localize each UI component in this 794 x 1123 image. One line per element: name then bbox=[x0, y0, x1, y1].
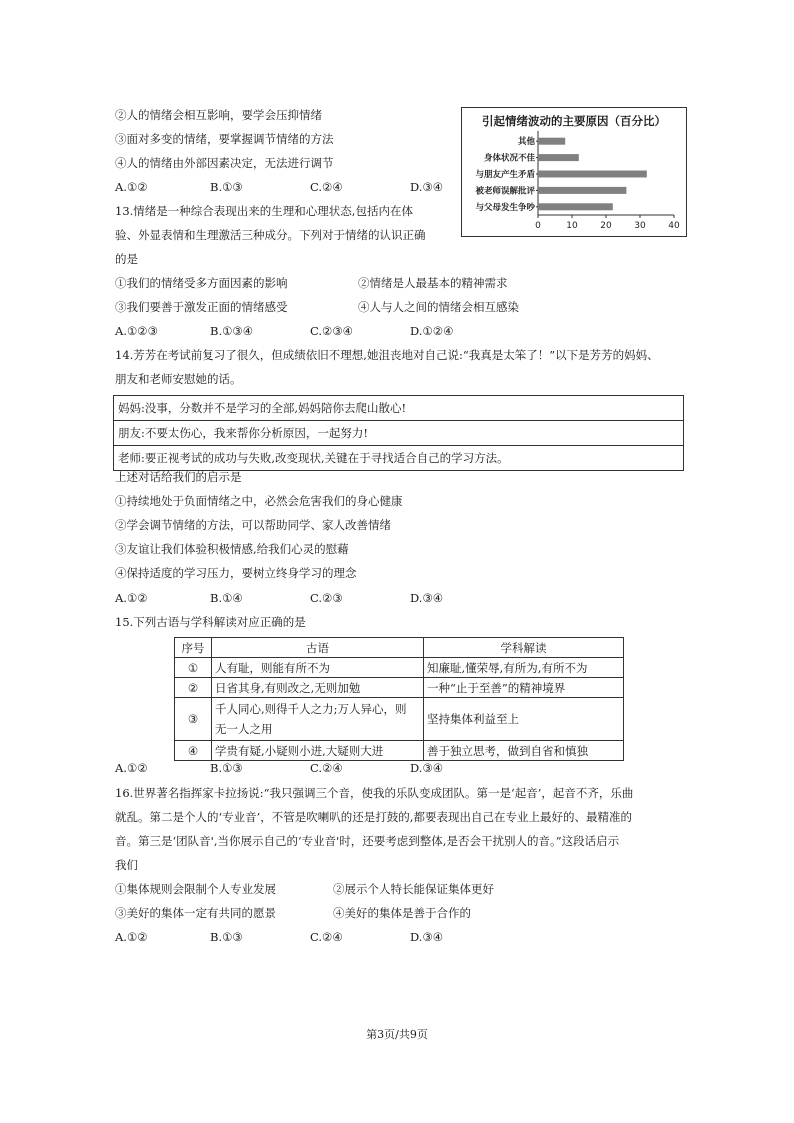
choice-c: C.②④ bbox=[310, 930, 343, 944]
q14-dialog-table bbox=[113, 395, 684, 471]
dialog-row-mom bbox=[114, 396, 684, 421]
header-interpretation: 学科解读 bbox=[424, 638, 624, 658]
q13-item-4: ④人与人之间的情绪会相互感染 bbox=[358, 300, 519, 314]
q12-option-2: ②人的情绪会相互影响，要学会压抑情绪 bbox=[115, 108, 322, 122]
choice-c: C.②④ bbox=[310, 180, 343, 194]
dialog-mom: 妈妈:没事，分数并不是学习的全部,妈妈陪你去爬山散心! bbox=[114, 396, 684, 421]
q14-item-1: ①持续地处于负面情绪之中，必然会危害我们的身心健康 bbox=[115, 494, 403, 508]
choice-b: B.①③ bbox=[210, 761, 243, 775]
choice-a: A.①②③ bbox=[115, 324, 158, 338]
bar bbox=[538, 203, 613, 210]
choice-a: A.①② bbox=[115, 180, 148, 194]
x-tick-label: 40 bbox=[668, 221, 680, 231]
category-label: 其他 bbox=[517, 137, 535, 148]
q16-stem-line-4: 我们 bbox=[115, 858, 138, 872]
choice-b: B.①③④ bbox=[210, 324, 254, 338]
category-label: 与父母发生争吵 bbox=[475, 202, 535, 213]
header-no: 序号 bbox=[175, 638, 212, 658]
choice-c: C.②④ bbox=[310, 761, 343, 775]
q12-option-3: ③面对多变的情绪，要掌握调节情绪的方法 bbox=[115, 132, 334, 146]
q14-item-3: ③友谊让我们体验积极情感,给我们心灵的慰藉 bbox=[115, 542, 349, 556]
q16-stem-line-1: 16.世界著名指挥家卡拉扬说:“我只强调三个音，使我的乐队变成团队。第一是‘起音’，起音不齐，乐曲 bbox=[115, 786, 634, 800]
q16-stem-line-2: 就乱。第二是个人的‘专业音’，不管是吹喇叭的还是打鼓的,都要表现出自己在专业上最好的、最精准的 bbox=[115, 810, 632, 824]
q13-stem-line-3: 的是 bbox=[115, 252, 138, 266]
bar bbox=[538, 187, 626, 194]
row-quote bbox=[212, 698, 424, 741]
row-no: ④ bbox=[175, 741, 212, 761]
dialog-teacher: 老师:要正视考试的成功与失败,改变现状,关键在于寻找适合自己的学习方法。 bbox=[114, 446, 684, 471]
q13-item-3: ③我们要善于激发正面的情绪感受 bbox=[115, 300, 288, 314]
row-no: ③ bbox=[175, 698, 212, 741]
q12-option-4: ④人的情绪由外部因素决定，无法进行调节 bbox=[115, 156, 334, 170]
q16-item-3: ③美好的集体一定有共同的愿景 bbox=[115, 906, 276, 920]
dialog-row-friend bbox=[114, 421, 684, 446]
page-footer: 第3页/共9页 bbox=[366, 1028, 428, 1041]
row-quote: 人有耻，则能有所不为 bbox=[212, 658, 424, 678]
table-row bbox=[175, 741, 624, 761]
x-tick-label: 0 bbox=[535, 221, 541, 231]
choice-d: D.①②④ bbox=[410, 324, 454, 338]
bar bbox=[538, 154, 579, 161]
dialog-friend: 朋友:不要太伤心，我来帮你分析原因，一起努力! bbox=[114, 421, 684, 446]
row-interpretation: 善于独立思考，做到自省和慎独 bbox=[424, 741, 624, 761]
row-no: ① bbox=[175, 658, 212, 678]
row-quote: 日省其身,有则改之,无则加勉 bbox=[212, 678, 424, 698]
row-interpretation: 一种“止于至善”的精神境界 bbox=[424, 678, 624, 698]
x-tick-label: 30 bbox=[634, 221, 646, 231]
q15-header-row bbox=[175, 638, 624, 658]
q14-stem-line-1: 14.芳芳在考试前复习了很久，但成绩依旧不理想,她沮丧地对自己说:“我真是太笨了！”以下是芳芳的妈妈、 bbox=[115, 348, 659, 362]
q16-item-1: ①集体规则会限制个人专业发展 bbox=[115, 882, 276, 896]
q14-item-2: ②学会调节情绪的方法，可以帮助同学、家人改善情绪 bbox=[115, 518, 391, 532]
table-row bbox=[175, 658, 624, 678]
choice-d: D.③④ bbox=[410, 180, 444, 194]
chart-svg bbox=[462, 108, 686, 236]
q13-item-1: ①我们的情绪受多方面因素的影响 bbox=[115, 276, 288, 290]
category-label: 与朋友产生矛盾 bbox=[475, 170, 535, 180]
q14-item-4: ④保持适度的学习压力，要树立终身学习的理念 bbox=[115, 566, 357, 580]
q14-prompt: 上述对话给我们的启示是 bbox=[115, 470, 242, 484]
table-row bbox=[175, 678, 624, 698]
choice-a: A.①② bbox=[115, 930, 148, 944]
row-quote-line-1: 千人同心,则得千人之力;万人异心，则 bbox=[215, 702, 407, 716]
bar bbox=[538, 171, 647, 178]
choice-b: B.①③ bbox=[210, 180, 243, 194]
q14-stem-line-2: 朋友和老师安慰她的话。 bbox=[115, 372, 242, 386]
q15-stem: 15.下列古语与学科解读对应正确的是 bbox=[115, 615, 306, 629]
row-interpretation: 坚持集体利益至上 bbox=[424, 698, 624, 741]
q13-stem-line-1: 13.情绪是一种综合表现出来的生理和心理状态,包括内在体 bbox=[115, 204, 413, 218]
category-label: 被老师误解批评 bbox=[475, 186, 535, 197]
row-no: ② bbox=[175, 678, 212, 698]
choice-a: A.①② bbox=[115, 591, 148, 605]
x-tick-label: 20 bbox=[600, 221, 612, 231]
bar bbox=[538, 138, 565, 145]
dialog-row-teacher bbox=[114, 446, 684, 471]
choice-c: C.②③ bbox=[310, 591, 343, 605]
q13-item-2: ②情绪是人最基本的精神需求 bbox=[358, 276, 508, 290]
q16-stem-line-3: 音。第三是‘团队音',当你展示自己的‘专业音'时，还要考虑到整体,是否会干扰别人的音。”这段话启示 bbox=[115, 834, 620, 848]
choice-d: D.③④ bbox=[410, 761, 444, 775]
choice-b: B.①④ bbox=[210, 591, 243, 605]
x-tick-label: 10 bbox=[566, 221, 578, 231]
choice-c: C.②③④ bbox=[310, 324, 353, 338]
chart-title: 引起情绪波动的主要原因（百分比） bbox=[482, 114, 666, 128]
q16-item-4: ④美好的集体是善于合作的 bbox=[333, 906, 471, 920]
choice-d: D.③④ bbox=[410, 930, 444, 944]
emotion-cause-chart bbox=[461, 107, 687, 237]
q16-item-2: ②展示个人特长能保证集体更好 bbox=[333, 882, 494, 896]
choice-a: A.①② bbox=[115, 761, 148, 775]
category-label: 身体状况不佳 bbox=[483, 153, 535, 164]
table-row bbox=[175, 698, 624, 741]
q15-table bbox=[174, 637, 624, 761]
row-interpretation: 知廉耻,懂荣辱,有所为,有所不为 bbox=[424, 658, 624, 678]
q13-stem-line-2: 验、外显表情和生理激活三种成分。下列对于情绪的认识正确 bbox=[115, 228, 426, 242]
row-quote: 学贵有疑,小疑则小进,大疑则大进 bbox=[212, 741, 424, 761]
row-quote-line-2: 无一人之用 bbox=[215, 722, 273, 736]
choice-d: D.③④ bbox=[410, 591, 444, 605]
choice-b: B.①③ bbox=[210, 930, 243, 944]
header-quote: 古语 bbox=[212, 638, 424, 658]
